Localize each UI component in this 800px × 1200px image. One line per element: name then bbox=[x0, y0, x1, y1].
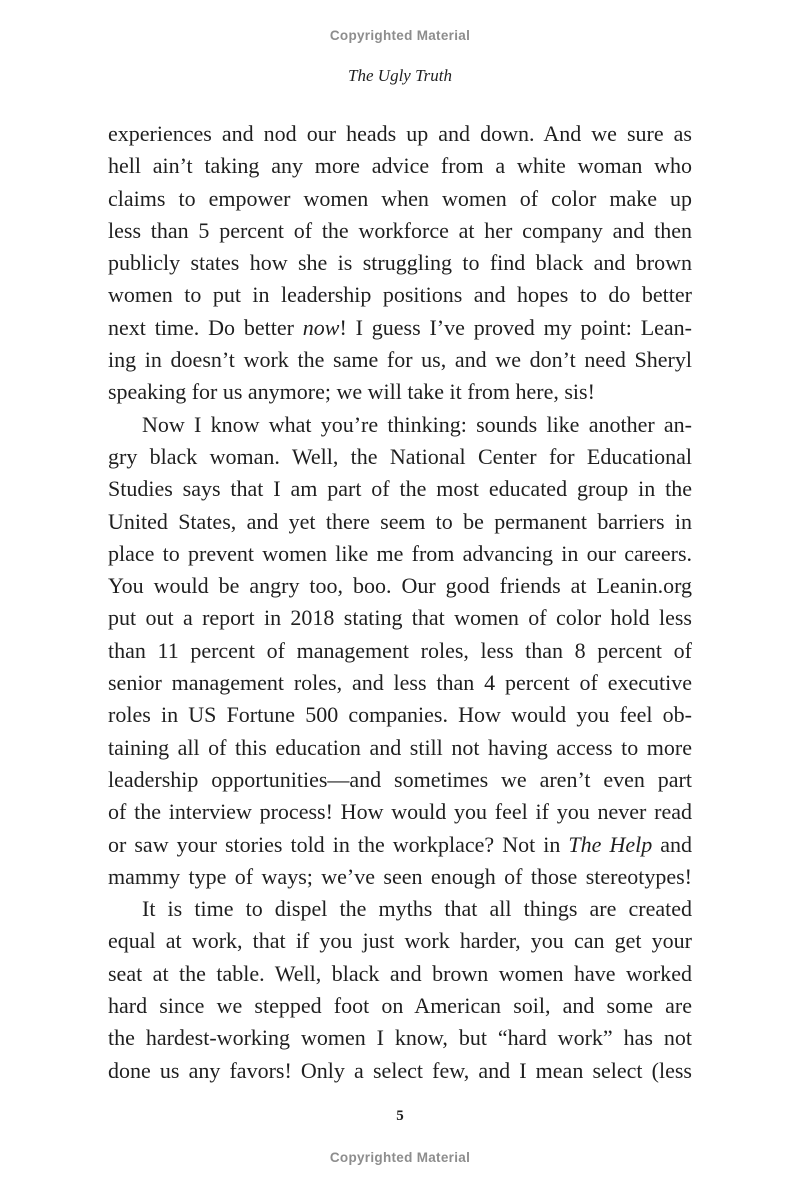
text-line: speaking for us anymore; we will take it from here, sis! bbox=[108, 379, 595, 405]
text-line: You would be angry too, boo. Our good friends at Leanin.org bbox=[108, 573, 692, 599]
page-number: 5 bbox=[396, 1108, 404, 1124]
text-line: less than 5 percent of the workforce at her company and then bbox=[108, 217, 692, 243]
text-line: United States, and yet there seem to be permanent barriers in bbox=[108, 508, 692, 534]
text-line: roles in US Fortune 500 companies. How would you feel ob- bbox=[108, 702, 692, 728]
text-line: seat at the table. Well, black and brown women have worked bbox=[108, 960, 692, 986]
text-line: leadership opportunities—and sometimes we aren’t even part bbox=[108, 766, 692, 792]
text-line: ing in doesn’t work the same for us, and we don’t need Sheryl bbox=[108, 347, 692, 373]
text-line: equal at work, that if you just work harder, you can get your bbox=[108, 928, 692, 954]
text-line: or saw your stories told in the workplace? Not in The Help and bbox=[108, 831, 693, 857]
text-line: place to prevent women like me from advancing in our careers. bbox=[108, 540, 692, 566]
body-text bbox=[108, 118, 692, 1087]
text-line: senior management roles, and less than 4 percent of executive bbox=[108, 670, 692, 696]
text-line: Studies says that I am part of the most educated group in the bbox=[108, 476, 692, 502]
text-line: taining all of this education and still not having access to more bbox=[108, 734, 692, 760]
text-line: claims to empower women when women of color make up bbox=[108, 185, 692, 211]
text-line: of the interview process! How would you feel if you never read bbox=[108, 799, 692, 825]
text-line: experiences and nod our heads up and down. And we sure as bbox=[108, 121, 692, 146]
text-line: hell ain’t taking any more advice from a white woman who bbox=[108, 153, 692, 179]
text-line: put out a report in 2018 stating that women of color hold less bbox=[108, 605, 692, 631]
text-line: done us any favors! Only a select few, and I mean select (less bbox=[108, 1057, 692, 1083]
text-line: than 11 percent of management roles, less than 8 percent of bbox=[108, 637, 692, 663]
text-line: publicly states how she is struggling to find black and brown bbox=[108, 250, 692, 276]
text-line: Now I know what you’re thinking: sounds like another an- bbox=[142, 411, 692, 437]
text-line: the hardest-working women I know, but “hard work” has not bbox=[108, 1025, 692, 1051]
copyright-notice-top: Copyrighted Material bbox=[329, 28, 471, 43]
running-head: The Ugly Truth bbox=[348, 66, 452, 85]
copyright-notice-bottom: Copyrighted Material bbox=[329, 1150, 471, 1165]
text-line: mammy type of ways; we’ve seen enough of those stereotypes! bbox=[108, 863, 692, 889]
text-line: next time. Do better now! I guess I’ve proved my point: Lean- bbox=[108, 314, 692, 340]
text-line: women to put in leadership positions and hopes to do better bbox=[108, 282, 692, 308]
text-line: gry black woman. Well, the National Center for Educational bbox=[108, 443, 692, 469]
text-line: hard since we stepped foot on American soil, and some are bbox=[108, 993, 692, 1019]
text-line: It is time to dispel the myths that all things are created bbox=[142, 896, 692, 922]
